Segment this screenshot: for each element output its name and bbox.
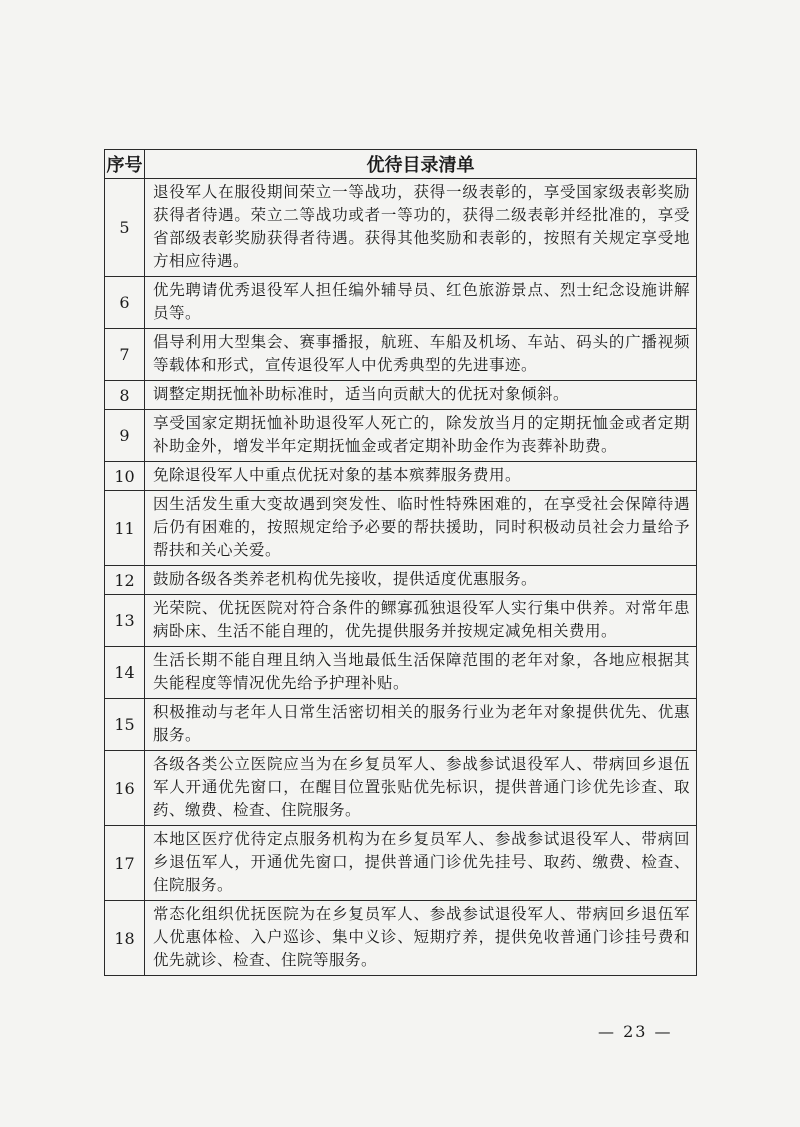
- row-benefit-text: 各级各类公立医院应当为在乡复员军人、参战参试退役军人、带病回乡退伍军人开通优先窗口，在醒目位置张贴优先标识，提供普通门诊优先诊查、取药、缴费、检查、住院服务。: [145, 751, 697, 826]
- row-serial-number: 15: [105, 699, 145, 751]
- row-benefit-text: 因生活发生重大变故遇到突发性、临时性特殊困难的，在享受社会保障待遇后仍有困难的，按照规定给予必要的帮扶援助，同时积极动员社会力量给予帮扶和关心关爱。: [145, 491, 697, 566]
- row-serial-number: 13: [105, 595, 145, 647]
- row-serial-number: 10: [105, 462, 145, 491]
- header-benefits-list: 优待目录清单: [145, 150, 697, 179]
- table-header-row: [105, 150, 697, 179]
- row-benefit-text: 倡导利用大型集会、赛事播报，航班、车船及机场、车站、码头的广播视频等载体和形式，宣传退役军人中优秀典型的先进事迹。: [145, 329, 697, 381]
- benefits-table: [104, 149, 697, 976]
- row-benefit-text: 鼓励各级各类养老机构优先接收，提供适度优惠服务。: [145, 566, 697, 595]
- row-serial-number: 17: [105, 826, 145, 901]
- table-row: [105, 179, 697, 277]
- row-benefit-text: 本地区医疗优待定点服务机构为在乡复员军人、参战参试退役军人、带病回乡退伍军人，开通优先窗口，提供普通门诊优先挂号、取药、缴费、检查、住院服务。: [145, 826, 697, 901]
- table-row: [105, 751, 697, 826]
- table-row: [105, 826, 697, 901]
- table-row: [105, 699, 697, 751]
- table-row: [105, 277, 697, 329]
- row-benefit-text: 光荣院、优抚医院对符合条件的鳏寡孤独退役军人实行集中供养。对常年患病卧床、生活不能自理的，优先提供服务并按规定减免相关费用。: [145, 595, 697, 647]
- row-serial-number: 5: [105, 179, 145, 277]
- table-row: [105, 329, 697, 381]
- page-number: — 23 —: [598, 1022, 673, 1041]
- table-row: [105, 595, 697, 647]
- row-serial-number: 12: [105, 566, 145, 595]
- row-serial-number: 6: [105, 277, 145, 329]
- row-benefit-text: 积极推动与老年人日常生活密切相关的服务行业为老年对象提供优先、优惠服务。: [145, 699, 697, 751]
- row-serial-number: 9: [105, 410, 145, 462]
- row-serial-number: 11: [105, 491, 145, 566]
- row-benefit-text: 享受国家定期抚恤补助退役军人死亡的，除发放当月的定期抚恤金或者定期补助金外，增发半年定期抚恤金或者定期补助金作为丧葬补助费。: [145, 410, 697, 462]
- row-serial-number: 7: [105, 329, 145, 381]
- row-benefit-text: 调整定期抚恤补助标准时，适当向贡献大的优抚对象倾斜。: [145, 381, 697, 410]
- row-benefit-text: 免除退役军人中重点优抚对象的基本殡葬服务费用。: [145, 462, 697, 491]
- row-serial-number: 14: [105, 647, 145, 699]
- table-row: [105, 491, 697, 566]
- table-row: [105, 901, 697, 976]
- row-serial-number: 16: [105, 751, 145, 826]
- table-row: [105, 462, 697, 491]
- row-serial-number: 18: [105, 901, 145, 976]
- table-row: [105, 566, 697, 595]
- row-benefit-text: 优先聘请优秀退役军人担任编外辅导员、红色旅游景点、烈士纪念设施讲解员等。: [145, 277, 697, 329]
- header-serial-number: 序号: [105, 150, 145, 179]
- table-row: [105, 410, 697, 462]
- row-benefit-text: 生活长期不能自理且纳入当地最低生活保障范围的老年对象，各地应根据其失能程度等情况优先给予护理补贴。: [145, 647, 697, 699]
- row-serial-number: 8: [105, 381, 145, 410]
- row-benefit-text: 退役军人在服役期间荣立一等战功，获得一级表彰的，享受国家级表彰奖励获得者待遇。荣立二等战功或者一等功的，获得二级表彰并经批准的，享受省部级表彰奖励获得者待遇。获得其他奖励和表彰的，按照有关规定享受地方相应待遇。: [145, 179, 697, 277]
- table-body: [105, 179, 697, 976]
- table-row: [105, 647, 697, 699]
- table-row: [105, 381, 697, 410]
- row-benefit-text: 常态化组织优抚医院为在乡复员军人、参战参试退役军人、带病回乡退伍军人优惠体检、入户巡诊、集中义诊、短期疗养，提供免收普通门诊挂号费和优先就诊、检查、住院等服务。: [145, 901, 697, 976]
